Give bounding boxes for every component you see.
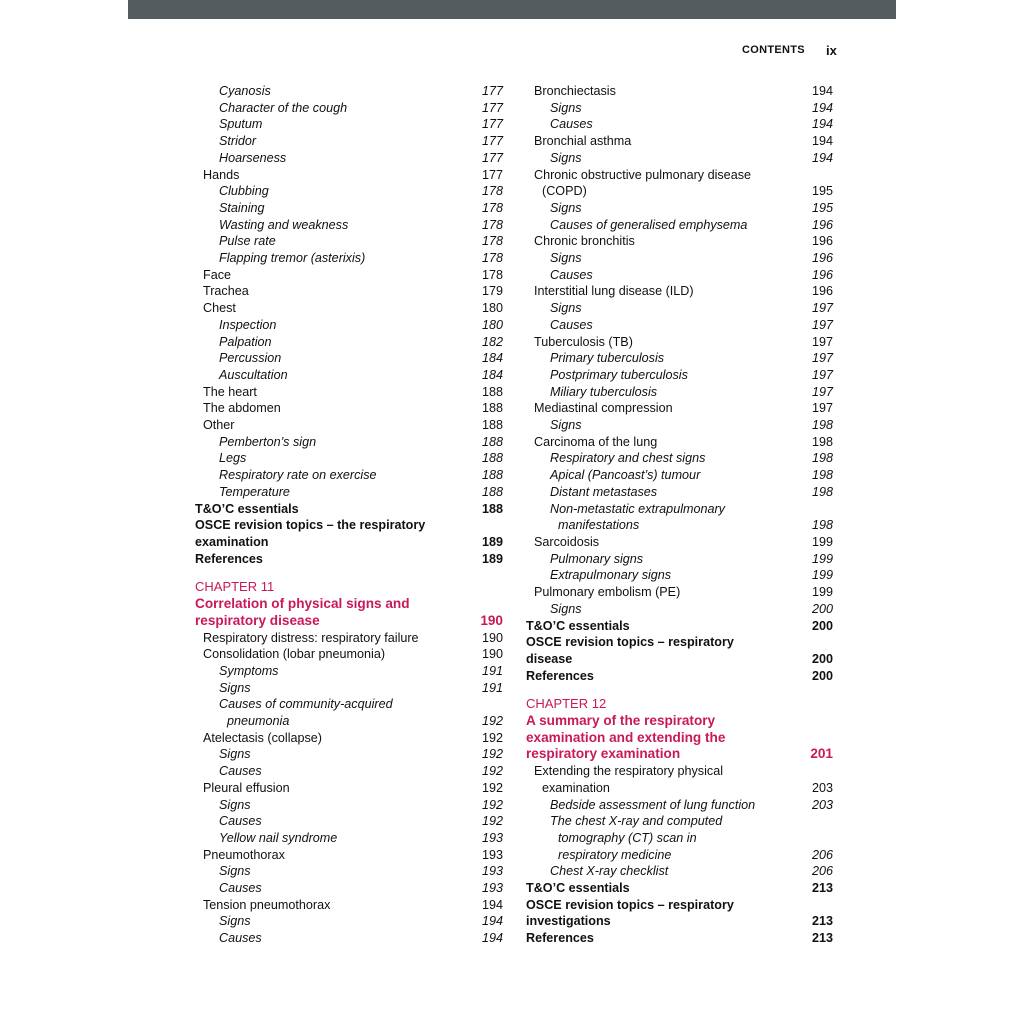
toc-entry-title: T&O’C essentials (526, 881, 630, 896)
toc-entry-page: 194 (481, 897, 503, 912)
page-number: ix (826, 43, 837, 58)
toc-entry-title: tomography (CT) scan in (558, 830, 697, 845)
toc-entry-title: respiratory examination (526, 746, 681, 762)
toc-entry[interactable] (526, 167, 833, 184)
toc-entry-title: Extrapulmonary signs (550, 568, 672, 583)
toc-entry-title: References (526, 668, 594, 683)
toc-entry-title: Temperature (219, 484, 290, 499)
toc-entry[interactable] (195, 334, 503, 351)
toc-entry[interactable] (526, 200, 833, 217)
toc-entry-title: OSCE revision topics – respiratory (526, 897, 734, 912)
toc-entry-title: Sputum (219, 117, 263, 132)
toc-entry-title: Stridor (219, 134, 257, 149)
toc-entry[interactable] (195, 133, 503, 150)
toc-entry-title: Bronchial asthma (534, 134, 632, 149)
toc-entry-title: Pemberton’s sign (219, 434, 317, 449)
toc-entry-title: References (195, 551, 263, 566)
toc-entry-page: 178 (481, 234, 503, 249)
toc-entry[interactable] (526, 133, 833, 150)
toc-entry[interactable] (195, 400, 503, 417)
toc-entry-page: 200 (811, 618, 833, 633)
toc-entry-title: Cyanosis (219, 84, 271, 98)
chapter-title-row[interactable] (526, 730, 833, 747)
toc-entry-page: 196 (811, 284, 833, 299)
toc-entry[interactable] (526, 618, 833, 635)
toc-entry-page: 194 (811, 134, 833, 149)
toc-entry[interactable] (526, 350, 833, 367)
toc-entry-page: 192 (481, 730, 503, 745)
toc-entry-title: Causes (219, 764, 262, 779)
toc-entry-page: 177 (481, 84, 503, 98)
toc-entry-page: 178 (481, 267, 503, 282)
toc-entry-title: Respiratory rate on exercise (219, 468, 377, 483)
toc-entry[interactable] (526, 233, 833, 250)
toc-entry[interactable] (195, 551, 503, 568)
toc-entry[interactable] (526, 830, 833, 847)
toc-entry-title: Face (203, 267, 231, 282)
toc-entry-page: 195 (811, 184, 833, 199)
toc-entry-title: Primary tuberculosis (550, 351, 665, 366)
toc-entry[interactable] (526, 797, 833, 814)
toc-entry-page: 188 (481, 484, 503, 499)
toc-entry-page: 192 (481, 814, 503, 829)
toc-entry-title: (COPD) (542, 184, 587, 199)
toc-entry[interactable] (526, 897, 833, 914)
toc-entry-title: Apical (Pancoast’s) tumour (550, 468, 701, 483)
toc-entry[interactable] (195, 233, 503, 250)
toc-entry-title: disease (526, 651, 573, 666)
toc-entry[interactable] (195, 863, 503, 880)
toc-entry[interactable] (195, 217, 503, 234)
toc-entry-page: 188 (481, 501, 503, 516)
toc-entry-title: Causes (219, 881, 262, 896)
toc-entry-page: 198 (811, 451, 833, 466)
toc-entry-title: Symptoms (219, 663, 279, 678)
toc-entry-title: Signs (219, 914, 251, 929)
toc-entry[interactable] (195, 116, 503, 133)
toc-entry[interactable] (526, 651, 833, 668)
toc-entry-page: 177 (481, 117, 503, 132)
toc-entry-title: References (526, 931, 594, 946)
toc-entry-page: 177 (481, 167, 503, 182)
toc-entry-page: 184 (481, 351, 503, 366)
toc-entry-page: 190 (480, 612, 503, 628)
toc-entry-page: 190 (481, 630, 503, 645)
toc-entry-page: 177 (481, 150, 503, 165)
toc-entry[interactable] (195, 267, 503, 284)
toc-entry-title: A summary of the respiratory (526, 713, 716, 729)
toc-entry-page: 206 (811, 864, 833, 879)
toc-entry-title: Other (203, 418, 235, 433)
toc-entry-title: Bronchiectasis (534, 84, 616, 98)
toc-entry[interactable] (195, 83, 503, 100)
toc-entry-title: Signs (550, 301, 582, 316)
toc-entry-page: 193 (481, 830, 503, 845)
toc-entry-title: Bedside assessment of lung function (550, 797, 756, 812)
toc-entry[interactable] (526, 434, 833, 451)
toc-entry-page: 189 (481, 551, 503, 566)
toc-entry[interactable] (195, 813, 503, 830)
toc-entry[interactable] (195, 200, 503, 217)
toc-entry-title: Pulmonary embolism (PE) (534, 585, 681, 600)
toc-entry[interactable] (526, 317, 833, 334)
toc-entry-title: Causes (550, 117, 593, 132)
toc-entry-title: Signs (219, 680, 251, 695)
toc-entry-page: 198 (811, 468, 833, 483)
toc-entry-page: 180 (481, 317, 503, 332)
toc-entry-title: Sarcoidosis (534, 534, 600, 549)
chapter-title-row[interactable] (195, 596, 503, 613)
toc-entry-page: 193 (481, 847, 503, 862)
toc-entry[interactable] (526, 763, 833, 780)
toc-entry-title: T&O’C essentials (526, 618, 630, 633)
toc-entry-page: 194 (811, 117, 833, 132)
toc-entry-title: Atelectasis (collapse) (203, 730, 322, 745)
toc-entry-title: Mediastinal compression (534, 401, 673, 416)
toc-entry[interactable] (195, 746, 503, 763)
toc-entry-title: Consolidation (lobar pneumonia) (203, 647, 386, 662)
toc-entry[interactable] (526, 863, 833, 880)
toc-entry-title: Character of the cough (219, 100, 348, 115)
toc-entry-title: Inspection (219, 317, 277, 332)
toc-entry-title: Pleural effusion (203, 780, 290, 795)
toc-entry-page: 194 (811, 84, 833, 98)
toc-entry[interactable] (195, 830, 503, 847)
toc-entry-page: 196 (811, 267, 833, 282)
toc-entry[interactable] (526, 100, 833, 117)
toc-entry[interactable] (195, 100, 503, 117)
toc-entry-title: The abdomen (203, 401, 281, 416)
toc-entry-title: Yellow nail syndrome (219, 830, 338, 845)
toc-entry-page: 191 (481, 680, 503, 695)
toc-left-column (195, 83, 503, 947)
toc-entry[interactable] (526, 400, 833, 417)
toc-entry-page: 196 (811, 251, 833, 266)
toc-entry-title: The heart (203, 384, 257, 399)
toc-entry-page: 180 (481, 301, 503, 316)
toc-entry-title: Respiratory and chest signs (550, 451, 706, 466)
toc-entry-page: 196 (811, 234, 833, 249)
toc-entry[interactable] (526, 150, 833, 167)
toc-entry-title: Interstitial lung disease (ILD) (534, 284, 694, 299)
toc-entry-page: 178 (481, 217, 503, 232)
toc-entry-page: 179 (481, 284, 503, 299)
toc-entry-page: 194 (811, 100, 833, 115)
toc-entry-title: Signs (219, 747, 251, 762)
toc-entry-title: Signs (550, 251, 582, 266)
toc-entry-page: 192 (481, 747, 503, 762)
toc-entry-title: Non-metastatic extrapulmonary (550, 501, 725, 516)
toc-entry[interactable] (526, 450, 833, 467)
toc-entry[interactable] (526, 334, 833, 351)
toc-entry-title: OSCE revision topics – respiratory (526, 635, 734, 650)
toc-entry[interactable] (195, 417, 503, 434)
toc-entry-page: 213 (811, 931, 833, 946)
toc-entry-page: 194 (481, 931, 503, 946)
toc-entry-page: 188 (481, 468, 503, 483)
toc-entry-page: 213 (811, 914, 833, 929)
toc-entry-title: Trachea (203, 284, 249, 299)
toc-entry[interactable] (195, 797, 503, 814)
toc-entry-title: Tuberculosis (TB) (534, 334, 633, 349)
toc-entry-page: 188 (481, 451, 503, 466)
toc-entry-title: Pneumothorax (203, 847, 285, 862)
toc-entry[interactable] (195, 384, 503, 401)
toc-entry[interactable] (526, 83, 833, 100)
toc-entry-page: 194 (811, 150, 833, 165)
toc-entry-page: 190 (481, 647, 503, 662)
toc-entry-page: 198 (811, 434, 833, 449)
toc-entry-page: 178 (481, 251, 503, 266)
toc-entry[interactable] (195, 534, 503, 551)
toc-entry[interactable] (195, 646, 503, 663)
toc-entry[interactable] (526, 813, 833, 830)
toc-entry-page: 194 (481, 914, 503, 929)
toc-entry-page: 189 (481, 534, 503, 549)
toc-entry-page: 199 (811, 568, 833, 583)
toc-entry[interactable] (526, 534, 833, 551)
toc-entry-page: 197 (811, 384, 833, 399)
toc-entry-title: Causes (219, 931, 262, 946)
toc-entry[interactable] (195, 501, 503, 518)
toc-entry-page: 178 (481, 184, 503, 199)
toc-entry[interactable] (195, 467, 503, 484)
toc-entry[interactable] (195, 730, 503, 747)
toc-entry-page: 200 (811, 668, 833, 683)
toc-entry-title: examination (195, 534, 269, 549)
toc-entry[interactable] (195, 630, 503, 647)
toc-entry[interactable] (195, 696, 503, 713)
toc-entry-title: Wasting and weakness (219, 217, 349, 232)
toc-entry-page: 199 (811, 551, 833, 566)
toc-entry-title: manifestations (558, 518, 640, 533)
toc-entry-title: Chronic bronchitis (534, 234, 635, 249)
toc-entry-page: 177 (481, 134, 503, 149)
toc-entry-title: Chest (203, 301, 236, 316)
toc-entry-page: 188 (481, 418, 503, 433)
toc-entry[interactable] (526, 250, 833, 267)
toc-entry[interactable] (195, 350, 503, 367)
toc-entry[interactable] (526, 780, 833, 797)
toc-entry[interactable] (195, 880, 503, 897)
toc-entry-page: 197 (811, 317, 833, 332)
toc-entry[interactable] (526, 501, 833, 518)
toc-entry[interactable] (195, 930, 503, 947)
toc-entry-page: 192 (481, 714, 503, 729)
toc-entry-page: 193 (481, 864, 503, 879)
toc-entry-page: 195 (811, 200, 833, 215)
toc-entry[interactable] (195, 517, 503, 534)
toc-entry-title: Signs (550, 601, 582, 616)
toc-entry[interactable] (195, 167, 503, 184)
toc-entry[interactable] (526, 417, 833, 434)
toc-entry[interactable] (195, 763, 503, 780)
toc-entry-title: Causes (550, 267, 593, 282)
toc-entry-page: 197 (811, 367, 833, 382)
toc-entry-title: The chest X-ray and computed (550, 814, 723, 829)
toc-entry[interactable] (195, 183, 503, 200)
toc-entry-page: 192 (481, 780, 503, 795)
toc-entry-page: 198 (811, 484, 833, 499)
toc-entry[interactable] (195, 663, 503, 680)
toc-entry-title: examination (542, 780, 610, 795)
toc-entry[interactable] (526, 300, 833, 317)
toc-entry-title: respiratory medicine (558, 847, 672, 862)
toc-entry-title: Percussion (219, 351, 282, 366)
toc-entry[interactable] (195, 680, 503, 697)
toc-entry[interactable] (195, 913, 503, 930)
toc-entry[interactable] (195, 897, 503, 914)
toc-entry-title: Legs (219, 451, 247, 466)
toc-entry-page: 200 (811, 651, 833, 666)
toc-entry-title: Causes (550, 317, 593, 332)
toc-entry[interactable] (526, 601, 833, 618)
toc-entry-page: 197 (811, 301, 833, 316)
toc-entry-title: Extending the respiratory physical (534, 764, 724, 779)
toc-entry[interactable] (526, 551, 833, 568)
chapter-number: CHAPTER 12 (526, 696, 607, 712)
toc-entry-page: 198 (811, 518, 833, 533)
chapter-title-row[interactable] (195, 613, 503, 630)
chapter-title-row[interactable] (526, 746, 833, 763)
toc-entry-title: Clubbing (219, 184, 269, 199)
toc-entry-title: Distant metastases (550, 484, 658, 499)
toc-entry[interactable] (526, 484, 833, 501)
toc-entry[interactable] (526, 567, 833, 584)
toc-entry[interactable] (526, 217, 833, 234)
toc-entry-page: 196 (811, 217, 833, 232)
toc-entry-title: T&O’C essentials (195, 501, 299, 516)
toc-entry-title: pneumonia (227, 714, 290, 729)
toc-entry[interactable] (526, 930, 833, 947)
toc-entry-title: examination and extending the (526, 729, 726, 745)
toc-entry[interactable] (526, 584, 833, 601)
toc-entry-title: Signs (550, 100, 582, 115)
toc-entry-title: investigations (526, 914, 611, 929)
toc-entry[interactable] (526, 283, 833, 300)
toc-entry-title: Carcinoma of the lung (534, 434, 658, 449)
toc-entry-title: Pulse rate (219, 234, 276, 249)
toc-entry-title: Signs (550, 150, 582, 165)
toc-entry-page: 206 (811, 847, 833, 862)
toc-entry-page: 188 (481, 384, 503, 399)
toc-entry-page: 203 (811, 780, 833, 795)
toc-entry[interactable] (195, 250, 503, 267)
toc-entry-title: Chest X-ray checklist (550, 864, 669, 879)
toc-entry-title: Chronic obstructive pulmonary disease (534, 167, 751, 182)
toc-entry[interactable] (195, 484, 503, 501)
toc-entry-page: 177 (481, 100, 503, 115)
toc-entry-page: 197 (811, 334, 833, 349)
toc-entry-page: 197 (811, 351, 833, 366)
toc-entry-page: 198 (811, 418, 833, 433)
toc-entry[interactable] (195, 367, 503, 384)
toc-entry[interactable] (195, 283, 503, 300)
toc-entry-title: Signs (219, 864, 251, 879)
toc-entry-page: 192 (481, 764, 503, 779)
toc-entry[interactable] (526, 517, 833, 534)
running-header-title: CONTENTS (742, 44, 805, 56)
toc-entry-page: 192 (481, 797, 503, 812)
toc-entry-page: 213 (811, 881, 833, 896)
toc-entry-title: respiratory disease (195, 612, 320, 628)
toc-entry-title: Miliary tuberculosis (550, 384, 658, 399)
toc-entry-page: 203 (811, 797, 833, 812)
chapter-title-row[interactable] (526, 713, 833, 730)
toc-entry-page: 199 (811, 534, 833, 549)
toc-entry-title: Palpation (219, 334, 272, 349)
toc-entry[interactable] (195, 150, 503, 167)
toc-entry[interactable] (195, 713, 503, 730)
toc-entry[interactable] (195, 300, 503, 317)
toc-entry[interactable] (526, 668, 833, 685)
toc-entry[interactable] (526, 634, 833, 651)
toc-entry-title: Flapping tremor (asterixis) (219, 251, 366, 266)
toc-entry-title: Staining (219, 200, 265, 215)
toc-entry-title: Causes (219, 814, 262, 829)
toc-entry-page: 184 (481, 367, 503, 382)
toc-entry-page: 197 (811, 401, 833, 416)
toc-entry-page: 200 (811, 601, 833, 616)
toc-entry-page: 193 (481, 881, 503, 896)
toc-entry-title: Signs (219, 797, 251, 812)
toc-entry-page: 182 (481, 334, 503, 349)
toc-entry[interactable] (526, 847, 833, 864)
toc-entry-page: 188 (481, 434, 503, 449)
toc-entry[interactable] (195, 780, 503, 797)
toc-entry[interactable] (526, 880, 833, 897)
toc-entry[interactable] (526, 384, 833, 401)
toc-entry-title: Causes of community-acquired (219, 697, 393, 712)
toc-right-column (526, 83, 833, 947)
toc-entry[interactable] (526, 116, 833, 133)
toc-entry[interactable] (526, 913, 833, 930)
toc-entry[interactable] (195, 434, 503, 451)
toc-entry-title: Correlation of physical signs and (195, 596, 410, 612)
toc-entry[interactable] (195, 847, 503, 864)
toc-entry[interactable] (526, 267, 833, 284)
toc-entry[interactable] (195, 317, 503, 334)
toc-entry[interactable] (526, 367, 833, 384)
toc-entry-title: Hands (203, 167, 240, 182)
toc-entry-page: 199 (811, 585, 833, 600)
toc-entry-title: Hoarseness (219, 150, 287, 165)
toc-entry-title: Respiratory distress: respiratory failure (203, 630, 419, 645)
toc-entry-title: Causes of generalised emphysema (550, 217, 748, 232)
toc-entry-title: OSCE revision topics – the respiratory (195, 518, 426, 533)
top-color-bar (128, 0, 896, 19)
toc-entry-page: 188 (481, 401, 503, 416)
toc-entry-title: Tension pneumothorax (203, 897, 331, 912)
toc-entry-title: Postprimary tuberculosis (550, 367, 688, 382)
toc-entry[interactable] (526, 467, 833, 484)
toc-entry[interactable] (526, 183, 833, 200)
toc-entry-title: Auscultation (219, 367, 288, 382)
toc-entry-title: Signs (550, 200, 582, 215)
toc-entry[interactable] (195, 450, 503, 467)
toc-entry-title: Pulmonary signs (550, 551, 644, 566)
toc-entry-page: 191 (481, 663, 503, 678)
toc-entry-page: 201 (810, 746, 833, 762)
chapter-number: CHAPTER 11 (195, 579, 275, 595)
toc-entry-title: Signs (550, 418, 582, 433)
toc-entry-page: 178 (481, 200, 503, 215)
